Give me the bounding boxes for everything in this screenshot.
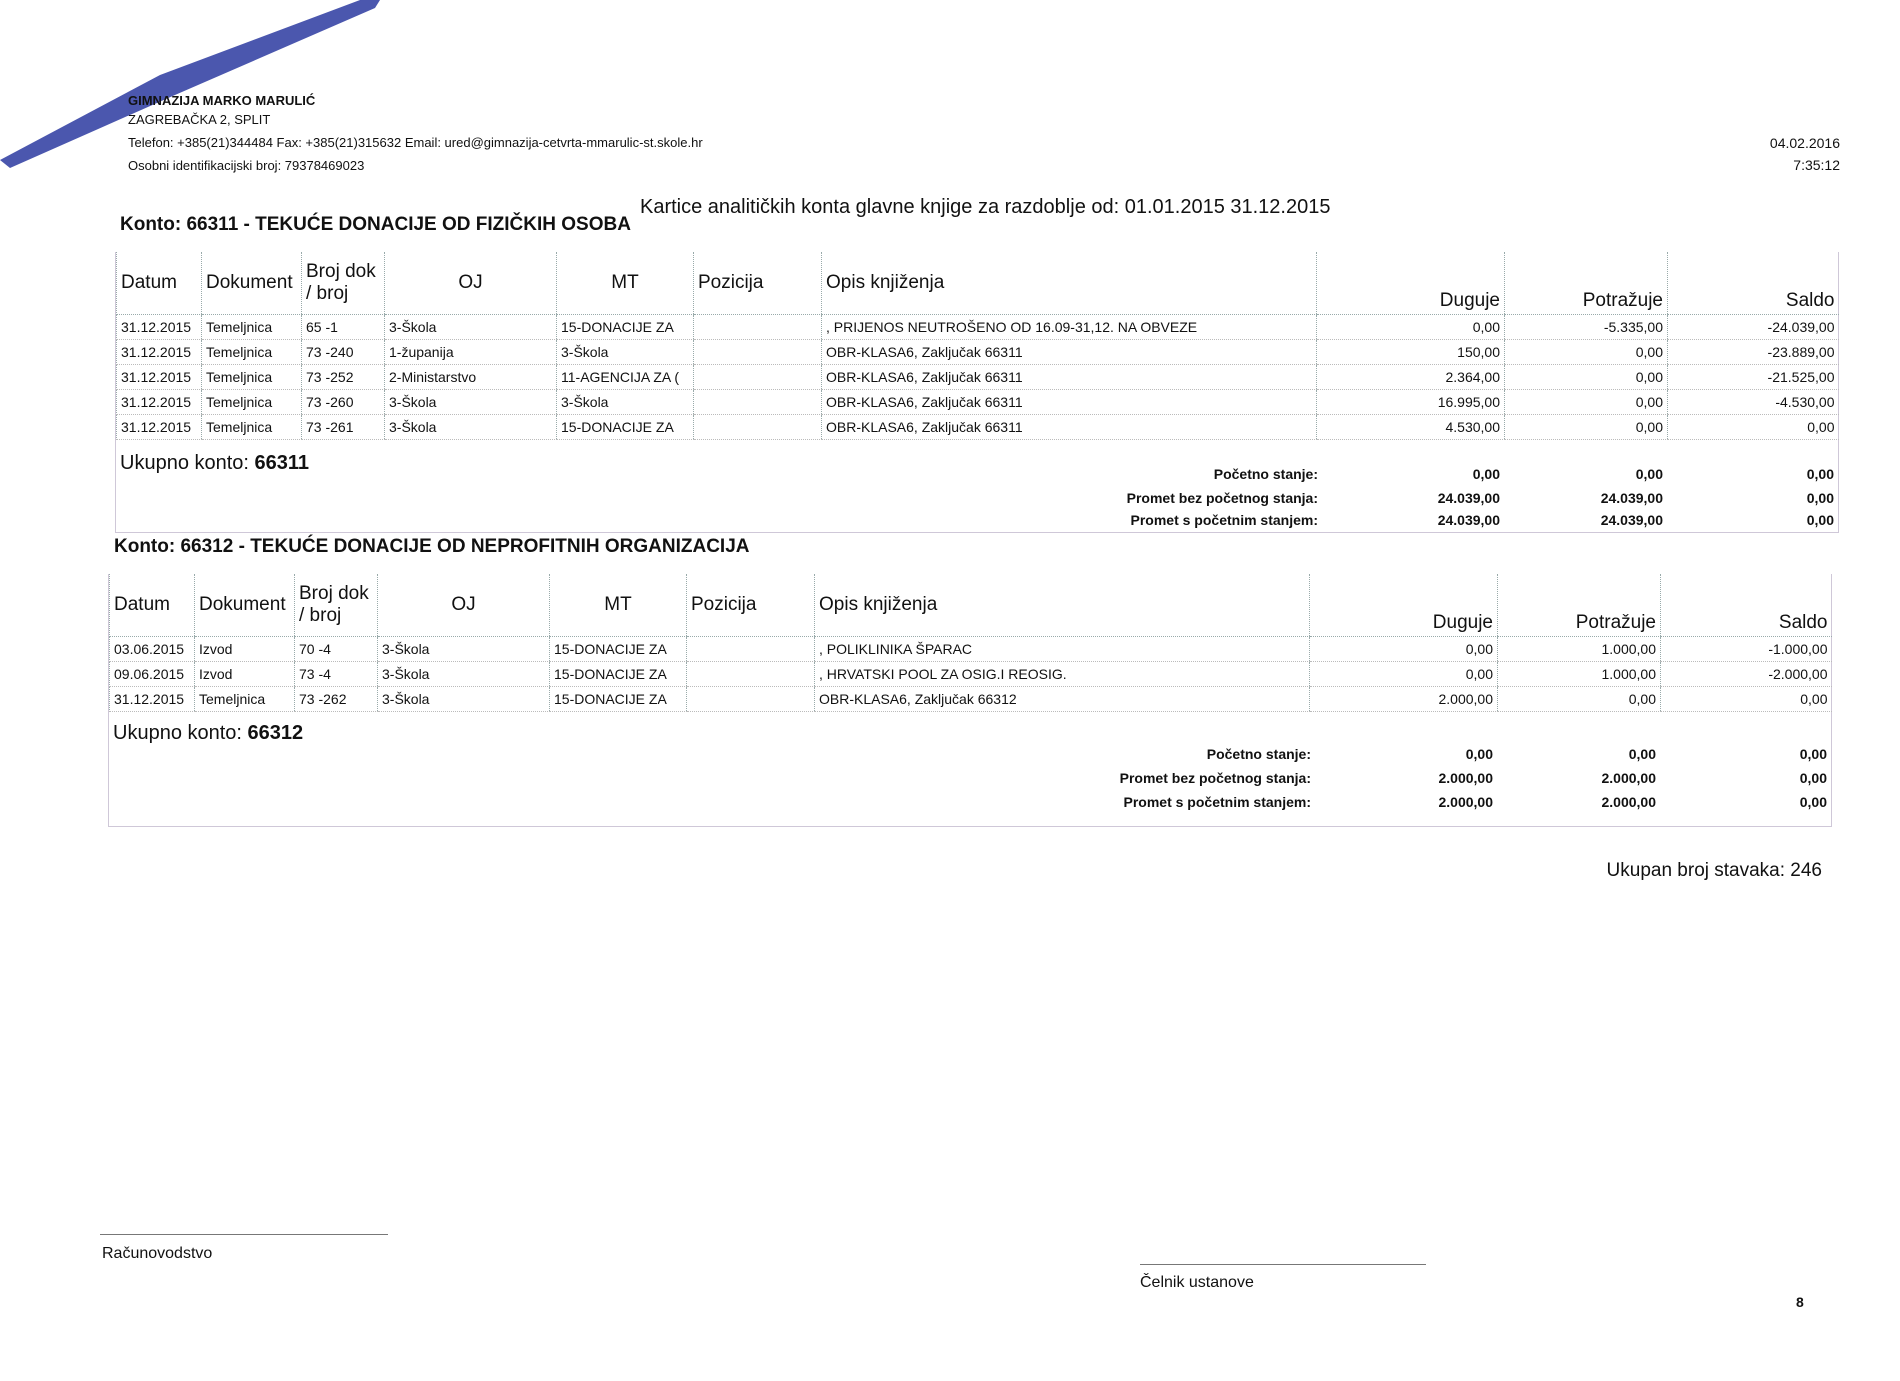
totals-row (116, 466, 1838, 490)
cell-dokument: Temeljnica (202, 340, 302, 365)
totals-saldo: 0,00 (1806, 466, 1834, 482)
col-header-potrazuje: Potražuje (1505, 252, 1668, 315)
cell-mt: 11-AGENCIJA ZA ( (557, 365, 694, 390)
cell-oj: 2-Ministarstvo (385, 365, 557, 390)
totals-row (109, 794, 1831, 818)
totals-saldo: 0,00 (1806, 490, 1834, 506)
cell-oj: 3-Škola (385, 390, 557, 415)
cell-potrazuje: 0,00 (1505, 415, 1668, 440)
cell-potrazuje: 0,00 (1505, 365, 1668, 390)
cell-broj: 65 -1 (302, 315, 385, 340)
col-header-saldo: Saldo (1668, 252, 1839, 315)
konto-title: Konto: 66312 - TEKUĆE DONACIJE OD NEPROFITNIH ORGANIZACIJA (114, 536, 750, 557)
cell-opis: , HRVATSKI POOL ZA OSIG.I REOSIG. (815, 662, 1310, 687)
cell-pozicija (687, 687, 815, 712)
table-row (117, 340, 1839, 365)
cell-datum: 31.12.2015 (117, 365, 202, 390)
totals-row (116, 512, 1838, 536)
cell-datum: 31.12.2015 (117, 415, 202, 440)
cell-broj: 73 -261 (302, 415, 385, 440)
cell-saldo: -24.039,00 (1668, 315, 1839, 340)
ukupno-konto-number: 66312 (247, 722, 304, 744)
konto-table (116, 252, 1839, 440)
cell-broj: 73 -4 (295, 662, 378, 687)
totals-potrazuje: 24.039,00 (1600, 490, 1663, 506)
cell-dokument: Izvod (195, 662, 295, 687)
totals-duguje: 0,00 (1465, 746, 1493, 762)
cell-opis: OBR-KLASA6, Zaključak 66312 (815, 687, 1310, 712)
table-row (117, 315, 1839, 340)
col-header-mt: MT (557, 252, 694, 315)
totals-potrazuje: 2.000,00 (1601, 794, 1656, 810)
cell-mt: 15-DONACIJE ZA (550, 687, 687, 712)
col-header-duguje: Duguje (1310, 574, 1498, 637)
cell-oj: 3-Škola (385, 415, 557, 440)
cell-broj: 73 -260 (302, 390, 385, 415)
cell-pozicija (687, 662, 815, 687)
cell-duguje: 2.000,00 (1310, 687, 1498, 712)
cell-datum: 31.12.2015 (117, 390, 202, 415)
cell-duguje: 0,00 (1310, 637, 1498, 662)
cell-duguje: 16.995,00 (1317, 390, 1505, 415)
konto-section-66311 (115, 252, 1839, 533)
print-time: 7:35:12 (1793, 157, 1840, 173)
col-header-broj: Broj dok / broj (295, 574, 378, 637)
totals-label: Početno stanje: (1206, 746, 1311, 762)
col-header-dokument: Dokument (202, 252, 302, 315)
cell-potrazuje: 1.000,00 (1498, 662, 1661, 687)
totals-duguje: 24.039,00 (1437, 512, 1500, 528)
totals-potrazuje: 2.000,00 (1601, 770, 1656, 786)
cell-saldo: -23.889,00 (1668, 340, 1839, 365)
cell-duguje: 0,00 (1317, 315, 1505, 340)
col-header-dokument: Dokument (195, 574, 295, 637)
cell-pozicija (694, 315, 822, 340)
cell-oj: 3-Škola (378, 687, 550, 712)
cell-potrazuje: 0,00 (1505, 340, 1668, 365)
cell-duguje: 0,00 (1310, 662, 1498, 687)
totals-label: Početno stanje: (1213, 466, 1318, 482)
table-row (110, 637, 1832, 662)
institution-name: GIMNAZIJA MARKO MARULIĆ (128, 93, 316, 108)
cell-oj: 3-Škola (378, 637, 550, 662)
totals-duguje: 0,00 (1472, 466, 1500, 482)
cell-duguje: 2.364,00 (1317, 365, 1505, 390)
table-header-row (110, 574, 1832, 637)
cell-dokument: Temeljnica (202, 415, 302, 440)
col-header-opis: Opis knjiženja (822, 252, 1317, 315)
cell-duguje: 4.530,00 (1317, 415, 1505, 440)
cell-broj: 73 -240 (302, 340, 385, 365)
ukupno-konto-number: 66311 (254, 452, 310, 474)
total-items-count: Ukupan broj stavaka: 246 (1606, 860, 1822, 881)
cell-opis: OBR-KLASA6, Zaključak 66311 (822, 340, 1317, 365)
cell-datum: 03.06.2015 (110, 637, 195, 662)
cell-datum: 09.06.2015 (110, 662, 195, 687)
cell-opis: OBR-KLASA6, Zaključak 66311 (822, 365, 1317, 390)
cell-potrazuje: 1.000,00 (1498, 637, 1661, 662)
col-header-broj: Broj dok / broj (302, 252, 385, 315)
cell-duguje: 150,00 (1317, 340, 1505, 365)
col-header-saldo: Saldo (1661, 574, 1832, 637)
totals-label: Promet s početnim stanjem: (1123, 794, 1311, 810)
col-header-datum: Datum (117, 252, 202, 315)
signature-line-left (100, 1234, 388, 1235)
cell-datum: 31.12.2015 (117, 315, 202, 340)
cell-oj: 3-Škola (378, 662, 550, 687)
cell-pozicija (694, 365, 822, 390)
totals-duguje: 2.000,00 (1438, 794, 1493, 810)
col-header-oj: OJ (378, 574, 550, 637)
col-header-pozicija: Pozicija (694, 252, 822, 315)
totals-potrazuje: 0,00 (1628, 746, 1656, 762)
totals-label: Promet bez početnog stanja: (1119, 770, 1311, 786)
report-title: Kartice analitičkih konta glavne knjige za razdoblje od: 01.01.2015 31.12.2015 (640, 196, 1331, 218)
cell-mt: 3-Škola (557, 390, 694, 415)
cell-dokument: Izvod (195, 637, 295, 662)
col-header-mt: MT (550, 574, 687, 637)
totals-duguje: 2.000,00 (1438, 770, 1493, 786)
cell-oj: 1-županija (385, 340, 557, 365)
page-number: 8 (1796, 1294, 1804, 1310)
cell-pozicija (694, 415, 822, 440)
table-row (117, 365, 1839, 390)
cell-broj: 70 -4 (295, 637, 378, 662)
ukupno-konto-label (113, 722, 303, 745)
signature-label-accounting: Računovodstvo (102, 1245, 213, 1262)
cell-pozicija (694, 340, 822, 365)
print-date: 04.02.2016 (1769, 135, 1840, 151)
institution-contact: Telefon: +385(21)344484 Fax: +385(21)315632 Email: ured@gimnazija-cetvrta-mmarulic-st.skole.hr (128, 135, 703, 150)
cell-oj: 3-Škola (385, 315, 557, 340)
cell-dokument: Temeljnica (202, 365, 302, 390)
table-row (117, 415, 1839, 440)
cell-potrazuje: -5.335,00 (1505, 315, 1668, 340)
cell-opis: , PRIJENOS NEUTROŠENO OD 16.09-31,12. NA OBVEZE (822, 315, 1317, 340)
konto-section-66312 (108, 574, 1832, 827)
col-header-duguje: Duguje (1317, 252, 1505, 315)
cell-pozicija (687, 637, 815, 662)
totals-saldo: 0,00 (1806, 512, 1834, 528)
cell-broj: 73 -262 (295, 687, 378, 712)
cell-pozicija (694, 390, 822, 415)
col-header-oj: OJ (385, 252, 557, 315)
cell-saldo: -1.000,00 (1661, 637, 1832, 662)
table-row (117, 390, 1839, 415)
totals-row (109, 770, 1831, 794)
col-header-opis: Opis knjiženja (815, 574, 1310, 637)
print-datetime (1770, 132, 1840, 176)
cell-saldo: 0,00 (1668, 415, 1839, 440)
cell-datum: 31.12.2015 (110, 687, 195, 712)
col-header-pozicija: Pozicija (687, 574, 815, 637)
ukupno-label: Ukupno konto: (120, 452, 249, 474)
cell-saldo: -2.000,00 (1661, 662, 1832, 687)
cell-mt: 15-DONACIJE ZA (550, 637, 687, 662)
table-row (110, 687, 1832, 712)
table-row (110, 662, 1832, 687)
cell-mt: 3-Škola (557, 340, 694, 365)
signature-line-right (1140, 1264, 1426, 1265)
cell-potrazuje: 0,00 (1498, 687, 1661, 712)
cell-potrazuje: 0,00 (1505, 390, 1668, 415)
cell-dokument: Temeljnica (195, 687, 295, 712)
cell-mt: 15-DONACIJE ZA (550, 662, 687, 687)
cell-mt: 15-DONACIJE ZA (557, 315, 694, 340)
cell-datum: 31.12.2015 (117, 340, 202, 365)
cell-dokument: Temeljnica (202, 390, 302, 415)
cell-saldo: 0,00 (1661, 687, 1832, 712)
totals-saldo: 0,00 (1799, 746, 1827, 762)
cell-saldo: -4.530,00 (1668, 390, 1839, 415)
totals-label: Promet s početnim stanjem: (1130, 512, 1318, 528)
ukupno-label: Ukupno konto: (113, 722, 242, 744)
table-header-row (117, 252, 1839, 315)
institution-address: ZAGREBAČKA 2, SPLIT (128, 112, 271, 127)
cell-opis: OBR-KLASA6, Zaključak 66311 (822, 390, 1317, 415)
konto-title: Konto: 66311 - TEKUĆE DONACIJE OD FIZIČKIH OSOBA (120, 214, 631, 235)
cell-broj: 73 -252 (302, 365, 385, 390)
konto-table (109, 574, 1832, 712)
totals-saldo: 0,00 (1799, 794, 1827, 810)
cell-saldo: -21.525,00 (1668, 365, 1839, 390)
cell-opis: , POLIKLINIKA ŠPARAC (815, 637, 1310, 662)
totals-potrazuje: 0,00 (1635, 466, 1663, 482)
totals-row (109, 746, 1831, 770)
totals-duguje: 24.039,00 (1437, 490, 1500, 506)
col-header-datum: Datum (110, 574, 195, 637)
signature-label-head: Čelnik ustanove (1140, 1274, 1254, 1291)
cell-dokument: Temeljnica (202, 315, 302, 340)
totals-saldo: 0,00 (1799, 770, 1827, 786)
totals-row (116, 490, 1838, 514)
col-header-potrazuje: Potražuje (1498, 574, 1661, 637)
cell-opis: OBR-KLASA6, Zaključak 66311 (822, 415, 1317, 440)
totals-potrazuje: 24.039,00 (1600, 512, 1663, 528)
cell-mt: 15-DONACIJE ZA (557, 415, 694, 440)
totals-label: Promet bez početnog stanja: (1126, 490, 1318, 506)
institution-oib: Osobni identifikacijski broj: 79378469023 (128, 158, 365, 173)
